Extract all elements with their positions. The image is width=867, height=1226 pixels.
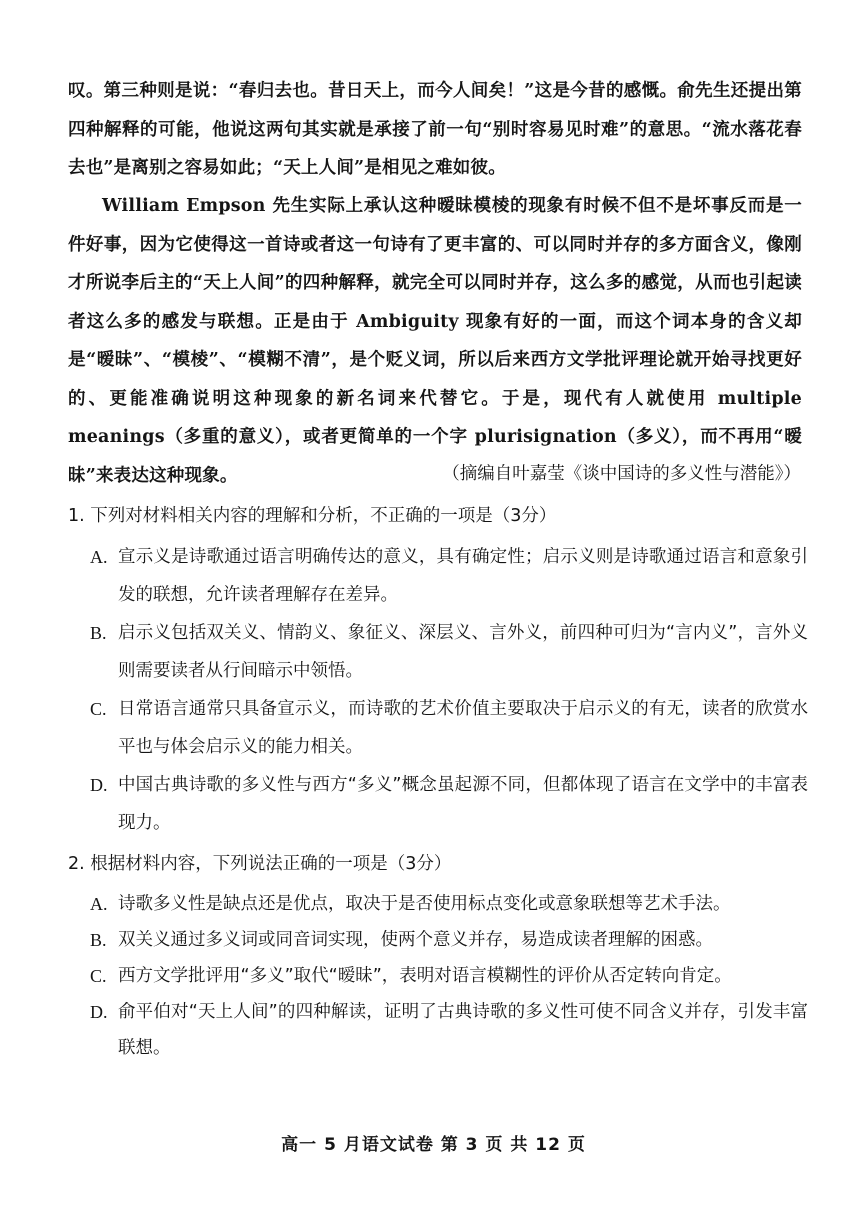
option-text: 诗歌多义性是缺点还是优点，取决于是否使用标点变化或意象联想等艺术手法。	[118, 894, 731, 914]
question-2-stem: 2. 根据材料内容，下列说法正确的一项是（3分）	[68, 854, 452, 874]
option-letter: D.	[90, 775, 108, 795]
passage-paragraph-2: William Empson 先生实际上承认这种暧昧模棱的现象有时候不但不是坏事反而是一件好事，因为它使得这一首诗或者这一句诗有了更丰富的、可以同时并存的多方面含义，像刚才所说李后主的“天上人间”的四种解释，就完全可以同时并存，这么多的感觉，从而也引起读者这么多的感发与联想。正是由于 Ambiguity 现象有好的一面，而这个词本身的含义却是“暧昧”、“模棱”、“模糊不清”，是个贬义词，所以后来西方文学批评理论就开始寻找更好的、更能准确说明这种现象的新名词来代替它。于是，现代有人就使用 multiple meanings（多重的意义），或者更简单的一个字 plurisignation（多义），而不再用“暧昧”来表达这种现象。	[68, 196, 802, 486]
question-2-option-b	[90, 922, 808, 958]
option-text: 俞平伯对“天上人间”的四种解读，证明了古典诗歌的多义性可使不同含义并存，引发丰富联想。	[118, 1002, 808, 1058]
question-2-option-a	[90, 886, 808, 922]
question-2	[68, 848, 808, 1066]
option-letter: B.	[90, 930, 107, 950]
option-letter: C.	[90, 699, 107, 719]
question-1-option-a	[90, 538, 808, 614]
question-2-option-d	[90, 994, 808, 1066]
option-letter: C.	[90, 966, 107, 986]
question-1-option-b	[90, 614, 808, 690]
option-letter: A.	[90, 894, 108, 914]
question-1-stem: 1. 下列对材料相关内容的理解和分析，不正确的一项是（3分）	[68, 506, 557, 526]
option-text: 双关义通过多义词或同音词实现，使两个意义并存，易造成读者理解的困惑。	[118, 930, 713, 950]
option-text: 中国古典诗歌的多义性与西方“多义”概念虽起源不同，但都体现了语言在文学中的丰富表现力。	[118, 775, 808, 833]
option-letter: D.	[90, 1002, 108, 1022]
page-footer: 高一 5 月语文试卷 第 3 页 共 12 页	[281, 1135, 586, 1155]
question-1	[68, 500, 808, 842]
option-text: 宣示义是诗歌通过语言明确传达的意义，具有确定性；启示义则是诗歌通过语言和意象引发的联想，允许读者理解存在差异。	[118, 547, 808, 605]
passage-source: （摘编自叶嘉莹《谈中国诗的多义性与潜能》）	[442, 464, 801, 484]
option-letter: A.	[90, 547, 108, 567]
passage-paragraph-1: 叹。第三种则是说：“春归去也。昔日天上，而今人间矣！”这是今昔的感慨。俞先生还提出第四种解释的可能，他说这两句其实就是承接了前一句“别时容易见时难”的意思。“流水落花春去也”是离别之容易如此；“天上人间”是相见之难如彼。	[68, 81, 802, 178]
option-text: 启示义包括双关义、情韵义、象征义、深层义、言外义，前四种可归为“言内义”，言外义则需要读者从行间暗示中领悟。	[118, 623, 808, 681]
question-2-option-c	[90, 958, 808, 994]
option-text: 西方文学批评用“多义”取代“暧昧”，表明对语言模糊性的评价从否定转向肯定。	[118, 966, 732, 986]
option-letter: B.	[90, 623, 107, 643]
question-1-option-c	[90, 690, 808, 766]
option-text: 日常语言通常只具备宣示义，而诗歌的艺术价值主要取决于启示义的有无，读者的欣赏水平也与体会启示义的能力相关。	[118, 699, 808, 757]
question-1-option-d	[90, 766, 808, 842]
